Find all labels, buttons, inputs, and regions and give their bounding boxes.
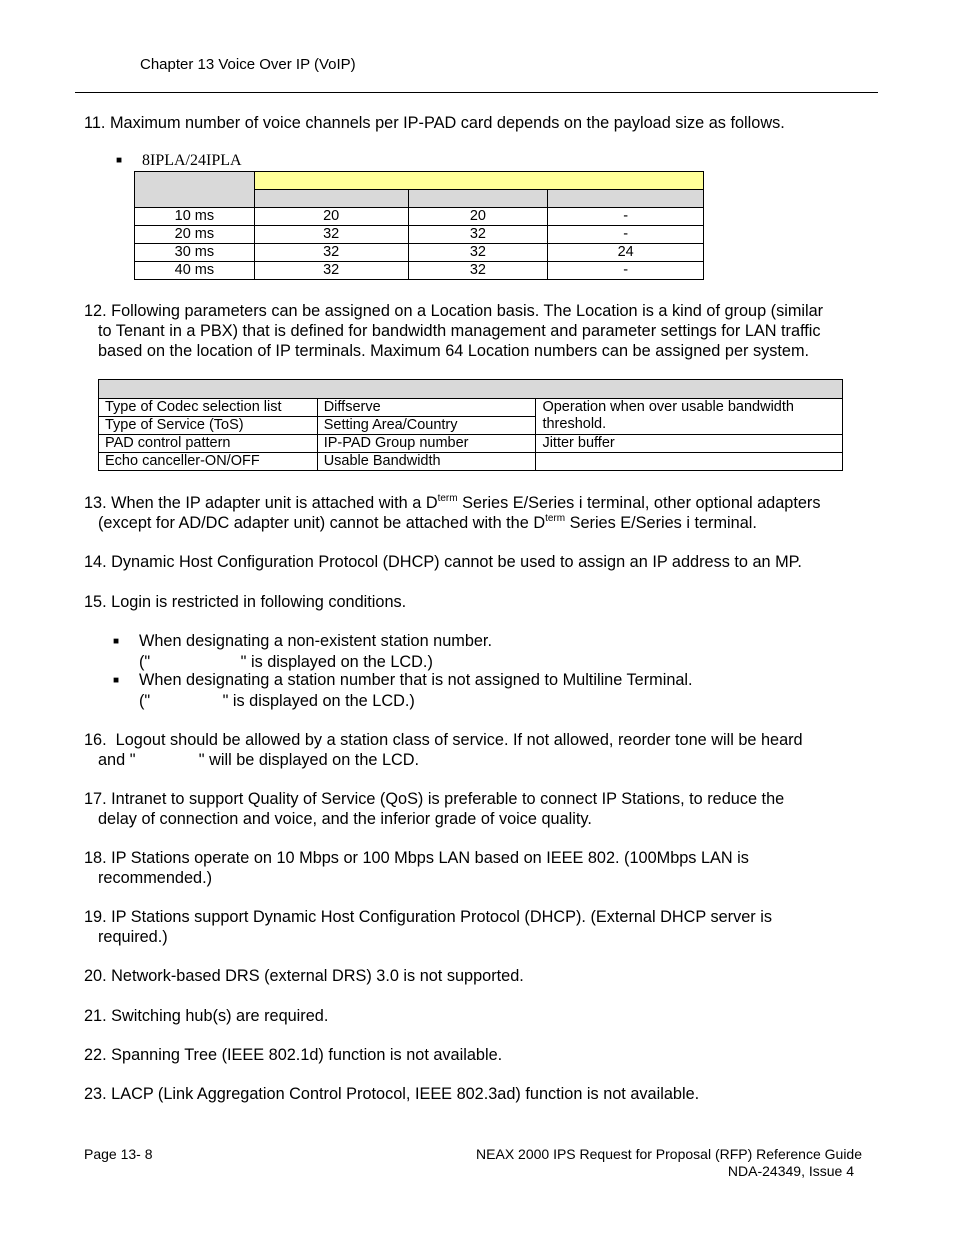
- bullet-1-line: (" " is displayed on the LCD.): [139, 653, 433, 671]
- item-18-line: recommended.): [98, 869, 213, 887]
- item-11: 11. Maximum number of voice channels per IP-PAD card depends on the payload size as follows.: [84, 114, 785, 132]
- table1-subheader-1: [254, 190, 408, 208]
- table1-cell: 10 ms: [135, 208, 255, 226]
- header-divider: [75, 92, 878, 93]
- table2-cell: Setting Area/Country: [317, 417, 536, 435]
- bullet-8ipla-label: 8IPLA/24IPLA: [142, 152, 242, 169]
- table-row: [99, 453, 843, 471]
- table2-cell: Type of Service (ToS): [99, 417, 318, 435]
- table2-cell: Type of Codec selection list: [99, 399, 318, 417]
- table2-cell: Echo canceller-ON/OFF: [99, 453, 318, 471]
- table1-cell: 32: [408, 262, 548, 280]
- table1-cell: 32: [408, 244, 548, 262]
- table1-cell: 20 ms: [135, 226, 255, 244]
- table2-cell: PAD control pattern: [99, 435, 318, 453]
- item-19: [84, 907, 874, 947]
- item-16-line: and " " will be displayed on the LCD.: [98, 751, 420, 769]
- item-14: 14. Dynamic Host Configuration Protocol (DHCP) cannot be used to assign an IP address to an MP.: [84, 553, 802, 571]
- table-row: [135, 262, 704, 280]
- item-17-line: delay of connection and voice, and the inferior grade of voice quality.: [98, 810, 592, 828]
- table2-cell: Usable Bandwidth: [317, 453, 536, 471]
- table1-cell: -: [548, 226, 704, 244]
- table2-cell: Diffserve: [317, 399, 536, 417]
- table1-subheader-3: [548, 190, 704, 208]
- footer-doc-info: [476, 1146, 862, 1180]
- item-18-line: 18. IP Stations operate on 10 Mbps or 100 Mbps LAN based on IEEE 802. (100Mbps LAN is: [84, 849, 749, 867]
- table2-cell: [536, 453, 843, 471]
- table-row: [135, 244, 704, 262]
- table1-cell: -: [548, 262, 704, 280]
- item-12-line: based on the location of IP terminals. Maximum 64 Location numbers can be assigned per system.: [98, 342, 810, 360]
- item-12-line: 12. Following parameters can be assigned on a Location basis. The Location is a kind of group (similar: [84, 302, 824, 320]
- item-20: 20. Network-based DRS (external DRS) 3.0 is not supported.: [84, 967, 524, 985]
- table1-header-channels: [254, 172, 703, 190]
- item-21: 21. Switching hub(s) are required.: [84, 1007, 329, 1025]
- item-16: [84, 730, 874, 770]
- item-15-bullet-2: [113, 670, 903, 711]
- table1-cell: 32: [254, 262, 408, 280]
- item-15-bullet-1: [113, 631, 903, 672]
- table-row: [99, 435, 843, 453]
- table1-subheader-2: [408, 190, 548, 208]
- item-13-text: 13. When the IP adapter unit is attached with a D: [84, 494, 438, 512]
- table-row: [99, 399, 843, 417]
- item-13-sup: term: [545, 513, 566, 524]
- table1-cell: 32: [254, 244, 408, 262]
- table1-cell: 32: [408, 226, 548, 244]
- item-12-line: to Tenant in a PBX) that is defined for bandwidth management and parameter settings for LAN traffic: [98, 322, 821, 340]
- page-number: Page 13- 8: [84, 1146, 153, 1162]
- bullet-square-icon: ■: [113, 636, 120, 647]
- item-13-text: Series E/Series i terminal, other optional adapters: [457, 494, 821, 512]
- bullet-1-line: When designating a non-existent station number.: [139, 632, 492, 650]
- footer-doc-number: NDA-24349, Issue 4: [727, 1163, 854, 1179]
- table-row: [135, 226, 704, 244]
- table1-cell: -: [548, 208, 704, 226]
- table2-cell: Jitter buffer: [536, 435, 843, 453]
- item-19-line: required.): [98, 928, 168, 946]
- table2-cell: IP-PAD Group number: [317, 435, 536, 453]
- item-16-line: 16. Logout should be allowed by a station class of service. If not allowed, reorder tone will be heard: [84, 731, 803, 749]
- table1-cell: 30 ms: [135, 244, 255, 262]
- item-13-text: (except for AD/DC adapter unit) cannot be attached with the D: [98, 514, 546, 532]
- table1-cell: 40 ms: [135, 262, 255, 280]
- footer-title: NEAX 2000 IPS Request for Proposal (RFP) Reference Guide: [476, 1146, 862, 1162]
- table2-header: [99, 380, 843, 399]
- item-23: 23. LACP (Link Aggregation Control Protocol, IEEE 802.3ad) function is not available.: [84, 1085, 700, 1103]
- location-parameters-table: [98, 379, 843, 471]
- bullet-square-icon: ■: [116, 155, 123, 166]
- item-19-line: 19. IP Stations support Dynamic Host Configuration Protocol (DHCP). (External DHCP server is: [84, 908, 772, 926]
- item-17-line: 17. Intranet to support Quality of Service (QoS) is preferable to connect IP Stations, to reduce the: [84, 790, 785, 808]
- table1-header-payload: [135, 172, 255, 208]
- item-13-sup: term: [437, 493, 458, 504]
- table-row: [135, 208, 704, 226]
- chapter-header: Chapter 13 Voice Over IP (VoIP): [140, 56, 356, 73]
- table1-cell: 20: [408, 208, 548, 226]
- channels-table: [134, 171, 704, 280]
- table1-cell: 32: [254, 226, 408, 244]
- table1-cell: 24: [548, 244, 704, 262]
- bullet-2-line: When designating a station number that is not assigned to Multiline Terminal.: [139, 671, 693, 689]
- item-13-text: Series E/Series i terminal.: [565, 514, 757, 532]
- bullet-8ipla: [116, 152, 242, 170]
- item-17: [84, 789, 874, 829]
- item-22: 22. Spanning Tree (IEEE 802.1d) function is not available.: [84, 1046, 503, 1064]
- table2-cell: Operation when over usable bandwidth threshold.: [536, 399, 843, 435]
- item-12: [84, 301, 874, 361]
- item-13: [84, 493, 874, 533]
- bullet-square-icon: ■: [113, 675, 120, 686]
- item-15: 15. Login is restricted in following conditions.: [84, 593, 407, 611]
- item-18: [84, 848, 874, 888]
- table1-cell: 20: [254, 208, 408, 226]
- bullet-2-line: (" " is displayed on the LCD.): [139, 692, 415, 710]
